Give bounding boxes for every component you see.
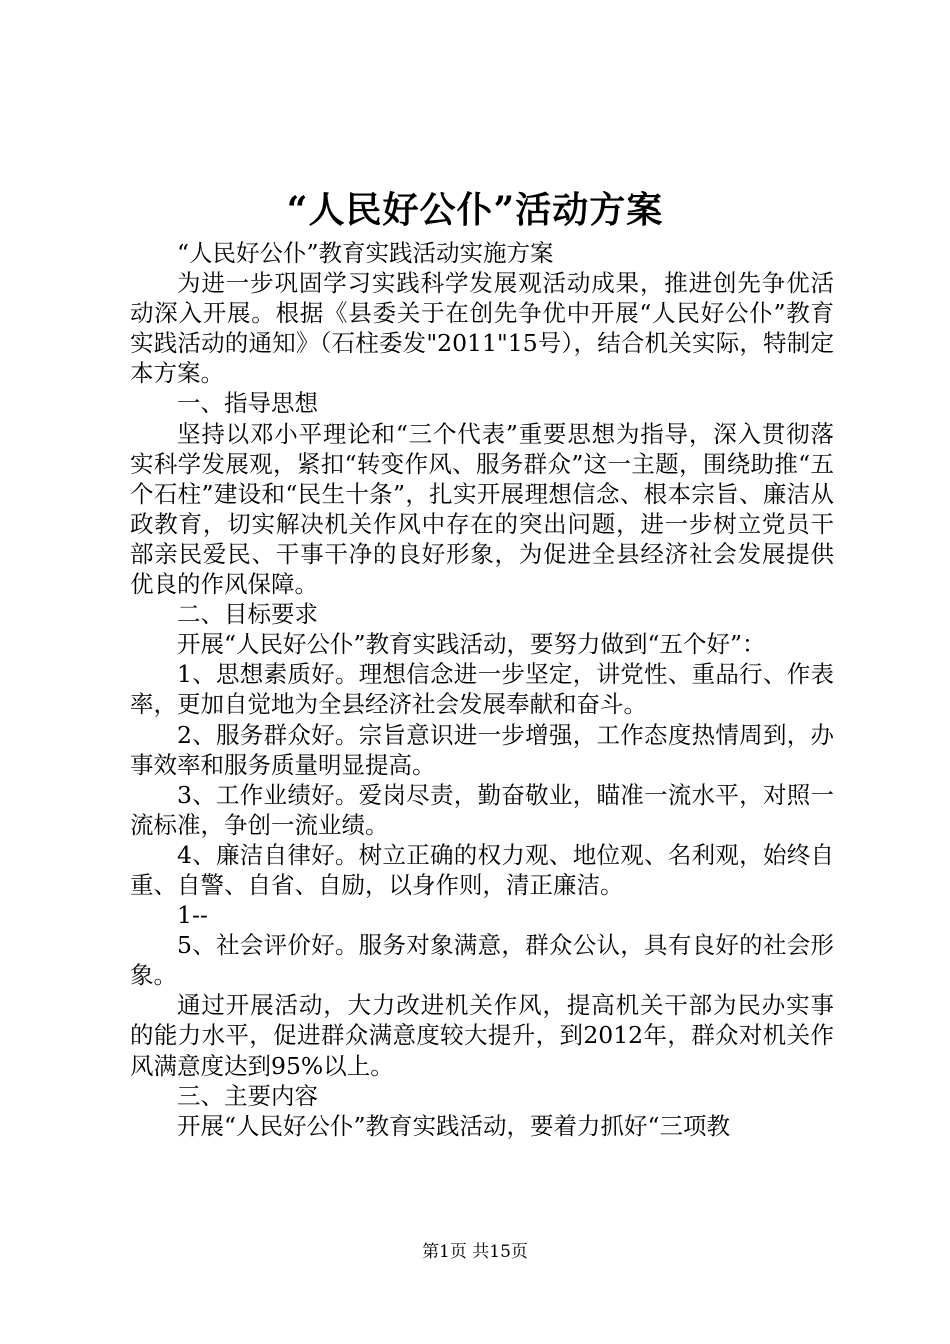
inline-page-mark: 1-- — [177, 901, 208, 930]
goals-summary-paragraph: 通过开展活动，大力改进机关作风，提高机关干部为民办实事的能力水平，促进群众满意度较大提升，到2012年，群众对机关作风满意度达到95%以上。 — [130, 991, 834, 1080]
guiding-ideology-paragraph: 坚持以邓小平理论和“三个代表”重要思想为指导，深入贯彻落实科学发展观，紧扣“转变作风、服务群众”这一主题，围绕助推“五个石柱”建设和“民生十条”，扎实开展理想信念、根本宗旨、廉洁从政教育，切实解决机关作风中存在的突出问题，进一步树立党员干部亲民爱民、干事干净的良好形象，为促进全县经济社会发展提供优良的作风保障。 — [130, 419, 834, 599]
section-heading-guiding-ideology: 一、指导思想 — [177, 389, 318, 418]
goal-item-3: 3、工作业绩好。爱岗尽责，勤奋敬业，瞄准一流水平，对照一流标准，争创一流业绩。 — [130, 780, 834, 839]
main-content-paragraph: 开展“人民好公仆”教育实践活动，要着力抓好“三项教 — [177, 1111, 731, 1140]
goal-item-5: 5、社会评价好。服务对象满意，群众公认，具有良好的社会形象。 — [130, 931, 834, 990]
subtitle-paragraph: “人民好公仆”教育实践活动实施方案 — [177, 239, 554, 267]
document-body — [130, 238, 834, 1141]
goals-intro-paragraph: 开展“人民好公仆”教育实践活动，要努力做到“五个好”： — [177, 630, 766, 659]
section-heading-goals: 二、目标要求 — [177, 600, 318, 629]
document-title: “人民好公仆”活动方案 — [286, 189, 664, 231]
goal-item-1: 1、思想素质好。理想信念进一步坚定，讲党性、重品行、作表率，更加自觉地为全县经济社会发展奉献和奋斗。 — [130, 660, 834, 719]
goal-item-4: 4、廉洁自律好。树立正确的权力观、地位观、名利观，始终自重、自警、自省、自励，以身作则，清正廉洁。 — [130, 840, 834, 899]
section-heading-main-content: 三、主要内容 — [177, 1081, 318, 1110]
goal-item-2: 2、服务群众好。宗旨意识进一步增强，工作态度热情周到，办事效率和服务质量明显提高。 — [130, 720, 834, 779]
page-number-footer: 第1页 共15页 — [422, 1242, 528, 1262]
intro-paragraph: 为进一步巩固学习实践科学发展观活动成果，推进创先争优活动深入开展。根据《县委关于在创先争优中开展“人民好公仆”教育实践活动的通知》（石柱委发"2011"15号），结合机关实际，特制定本方案。 — [130, 269, 834, 388]
